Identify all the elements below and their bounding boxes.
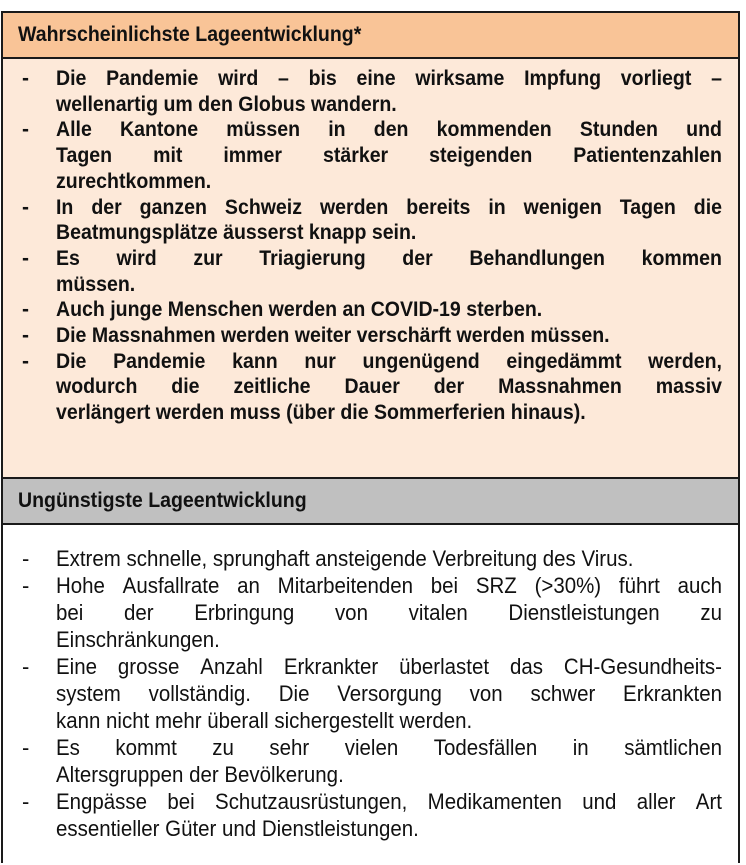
list-item-text: verlängert werden muss (über die Sommerferien hinaus). [56,401,586,425]
section-header-worst-case [3,479,738,525]
list-item-line [56,680,722,707]
word: Die [56,349,87,373]
word: Hohe [56,573,105,598]
word: Tagen [56,144,113,168]
list-item-text [56,66,722,92]
section-title: Wahrscheinlichste Lageentwicklung* [18,23,362,46]
word: Pandemie [113,349,206,373]
list-item-line [56,169,722,195]
list-item-line [56,220,722,246]
list-item-line [56,572,722,599]
word: schwer [530,681,596,706]
word: mit [153,144,183,168]
word: Triagierung [259,246,366,270]
list-item-text [56,788,722,815]
word: von [334,600,368,625]
list-item-text: Auch junge Menschen werden an COVID-19 sterben. [56,298,543,322]
list-item-text: kann nicht mehr überall sichergestellt werden. [56,708,473,733]
word: kommen [641,246,722,270]
word: Impfung [524,67,602,90]
list-item-line [56,246,722,272]
word: bei [430,573,459,598]
word: Behandlungen [469,246,605,270]
list-item-line [56,92,722,118]
list-item-line [56,734,722,761]
word: und [686,118,722,142]
word: steigenden [429,144,533,168]
list-item-text: essentieller Güter und Dienstleistungen. [56,816,419,841]
word: sämtlichen [624,735,722,760]
word: vielen [344,735,399,760]
word: Schutzausrüstungen, [215,789,408,814]
word: Versorgung [337,681,442,706]
word: system [56,681,121,706]
word: – [277,67,289,90]
section-body-worst-case [3,525,738,865]
word: Schweiz [224,195,302,219]
word: ungenügend [362,349,480,373]
scenario-table [1,11,740,863]
word: immer [223,144,283,168]
word: Stunden [579,118,658,142]
word: sehr [269,735,310,760]
word: zu [700,600,722,625]
word: die [693,195,722,219]
list-item-line [56,761,722,788]
list-item-text: müssen. [56,272,136,296]
list-item-line [56,195,722,221]
list-item-line [56,707,722,734]
bullet-dash: - [22,573,30,598]
word: Eine [56,654,97,679]
list-item-line [56,374,722,400]
word: führt [618,573,660,598]
word: der [402,246,433,270]
list-item-line [56,272,722,298]
word: werden, [648,349,722,373]
word: Erkrankter [283,654,379,679]
word: vitalen [408,600,468,625]
word: müssen [226,118,301,142]
word: – [711,67,722,90]
bullet-dash: - [22,735,30,760]
list-item-text: zurechtkommen. [56,169,212,193]
list-item-text: Beatmungsplätze äusserst knapp sein. [56,221,417,245]
word: in [572,735,589,760]
bullet-dash: - [22,349,29,373]
word: kann [232,349,278,373]
word: zu [212,735,234,760]
word: Dienstleistungen [508,600,660,625]
word: In [56,195,74,219]
word: Dauer [344,375,400,399]
list-item-line [56,788,722,815]
word: der [433,375,465,399]
bullet-dash: - [22,195,29,219]
word: das [509,654,543,679]
word: grosse [117,654,180,679]
word: in [328,118,346,142]
bullet-dash: - [22,789,30,814]
word: wenigen [523,195,602,219]
list-item-line [56,117,722,143]
word: zeitliche [233,375,311,399]
word: und [582,789,617,814]
bullet-dash: - [22,324,29,347]
word: auch [677,573,722,598]
section-header-most-likely [3,13,738,59]
list-item-text [56,599,722,626]
word: kommenden [436,118,552,142]
list-item-line [56,323,722,349]
word: Es [56,735,80,760]
word: bei [56,600,84,625]
word: wird [116,246,157,270]
word: vollständig. [148,681,251,706]
list-item-text: Die Massnahmen werden weiter verschärft werden müssen. [56,324,610,347]
list-item-text: Altersgruppen der Bevölkerung. [56,762,344,787]
list-item-text [56,572,722,599]
word: eingedämmt [506,349,622,373]
word: der [91,195,122,219]
word: eine [356,67,396,90]
word: CH-Gesundheits- [563,654,722,679]
word: Ausfallrate [122,573,220,598]
word: an [237,573,260,598]
word: massiv [655,375,722,399]
list-item-text [56,680,722,707]
bullet-dash: - [22,246,29,270]
word: (>30%) [534,573,602,598]
word: werden [319,195,389,219]
word: den [373,118,409,142]
list-item-text [56,653,722,680]
word: Die [278,681,310,706]
bullet-dash: - [22,67,29,90]
list-item-line [56,599,722,626]
word: Medikamenten [427,789,562,814]
list-item-line [56,66,722,92]
list-item-text [56,143,722,169]
list-item-line [56,545,722,572]
word: Es [56,246,80,270]
list-item-line [56,297,722,323]
word: Pandemie [106,67,199,90]
list-item-text [56,734,722,761]
word: bereits [406,195,471,219]
section-body-most-likely [3,59,738,479]
word: stärker [323,144,389,168]
list-item-line [56,400,722,426]
bullet-dash: - [22,298,29,322]
word: der [123,600,154,625]
word: Mitarbeitenden [277,573,414,598]
word: Massnahmen [498,375,622,399]
word: Anzahl [200,654,263,679]
word: die [171,375,200,399]
word: bis [308,67,337,90]
word: Todesfällen [433,735,538,760]
word: kommt [115,735,177,760]
list-item-line [56,815,722,842]
word: wird [218,67,259,90]
list-item-text: Extrem schnelle, sprunghaft ansteigende Verbreitung des Virus. [56,546,634,571]
word: Engpässe [56,789,148,814]
list-item-text [56,195,722,221]
word: zur [193,246,223,270]
word: aller [636,789,676,814]
word: von [469,681,503,706]
bullet-dash: - [22,654,30,679]
list-item-text [56,246,722,272]
section-title: Ungünstigste Lageentwicklung [18,489,307,512]
bullet-dash: - [22,546,30,571]
word: Art [695,789,722,814]
word: ganzen [139,195,207,219]
word: Tagen [619,195,676,219]
word: vorliegt [620,67,692,90]
list-item-line [56,143,722,169]
word: wirksame [415,67,505,90]
word: Erbringung [194,600,295,625]
list-item-line [56,653,722,680]
word: Kantone [119,118,199,142]
bullet-dash: - [22,118,29,142]
list-item-text [56,349,722,375]
word: SRZ [475,573,517,598]
list-item-text: wellenartig um den Globus wandern. [56,92,397,116]
word: Erkrankten [623,681,722,706]
list-item-line [56,349,722,375]
word: nur [304,349,336,373]
word: in [488,195,506,219]
list-item-text: Einschränkungen. [56,627,220,652]
list-item-line [56,626,722,653]
word: Die [56,67,87,90]
list-item-text [56,117,722,143]
word: wodurch [56,375,138,399]
word: Alle [56,118,92,142]
list-item-text [56,374,722,400]
word: bei [167,789,195,814]
word: Patientenzahlen [573,144,722,168]
word: überlastet [399,654,490,679]
